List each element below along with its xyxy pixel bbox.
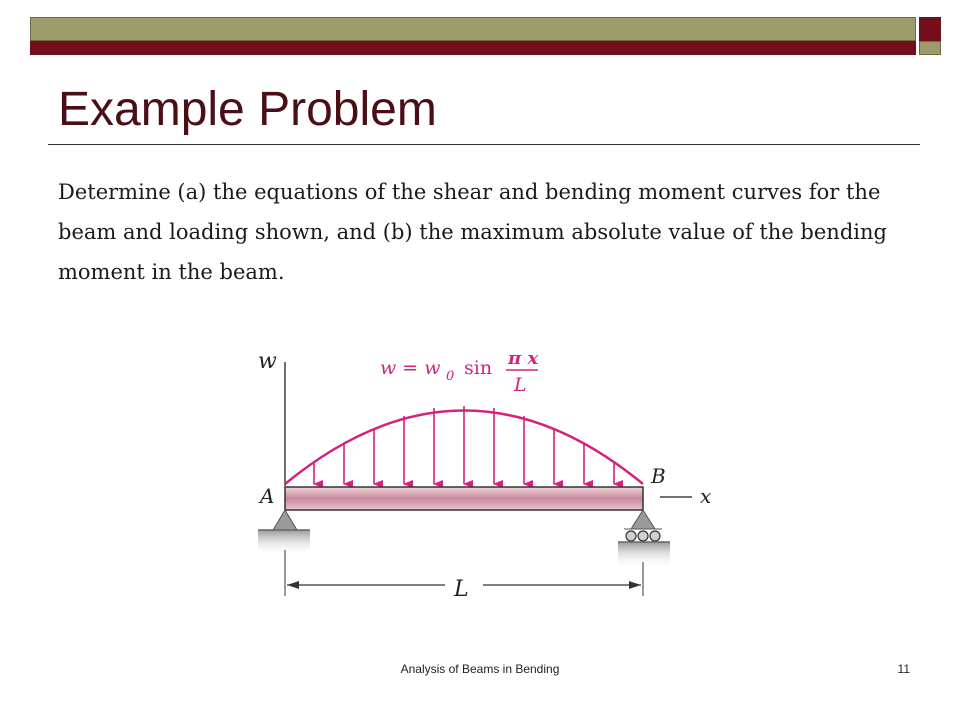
- slide-title: Example Problem: [58, 83, 437, 136]
- header-corner-red: [919, 17, 941, 41]
- support-b-label: B: [651, 464, 666, 488]
- load-equation: [380, 348, 538, 396]
- x-axis-label: x: [700, 484, 712, 508]
- span-label: L: [454, 577, 469, 602]
- header-corner-olive: [919, 41, 941, 55]
- equation-lhs: w = w: [380, 357, 441, 379]
- equation-func: sin: [464, 357, 493, 379]
- pin-support-a: [258, 510, 310, 556]
- beam: [285, 487, 643, 510]
- problem-statement: Determine (a) the equations of the shear and bending moment curves for the beam and loading shown, and (b) the maximum absolute value of the bending moment in the beam.: [58, 180, 887, 284]
- title-underline: [48, 144, 920, 145]
- beam-diagram: [240, 340, 740, 610]
- roller-support-b: [618, 510, 670, 568]
- page-number: 11: [897, 662, 910, 676]
- header-band-olive: [30, 17, 916, 41]
- w-axis-label: w: [258, 349, 277, 374]
- header-band-red: [30, 41, 916, 55]
- load-arrows: [314, 406, 614, 484]
- footer-title: Analysis of Beams in Bending: [400, 662, 560, 676]
- equation-denominator: L: [514, 374, 527, 396]
- equation-numerator: π x: [508, 348, 539, 369]
- equation-subscript: 0: [446, 369, 455, 384]
- support-a-label: A: [260, 484, 275, 508]
